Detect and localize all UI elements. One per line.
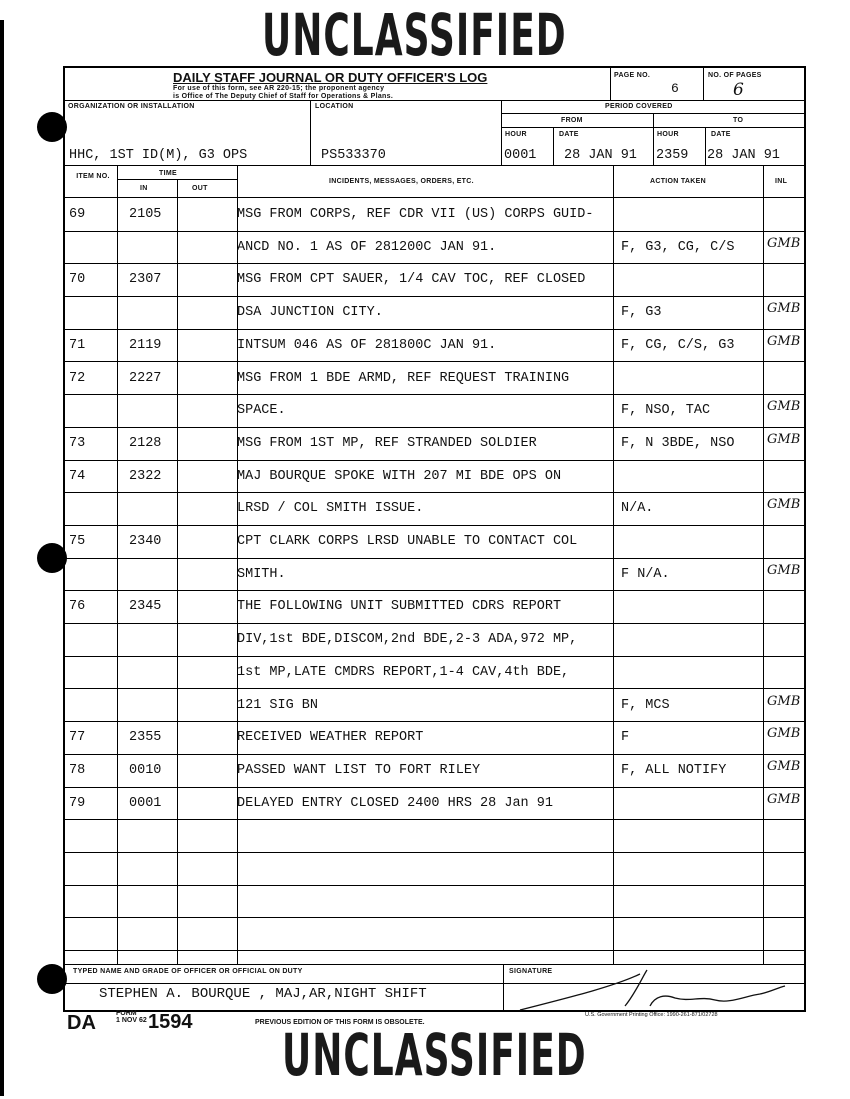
table-row xyxy=(65,199,804,232)
incident-text: MSG FROM CPT SAUER, 1/4 CAV TOC, REF CLOSED xyxy=(237,272,586,288)
table-row xyxy=(65,886,804,919)
col-out: OUT xyxy=(192,185,208,192)
col-action: ACTION TAKEN xyxy=(650,178,706,185)
officer-label: TYPED NAME AND GRADE OF OFFICER OR OFFICIAL ON DUTY xyxy=(73,968,303,975)
form-label-1: FORM xyxy=(116,1010,137,1017)
inl-initial: GMB xyxy=(767,693,801,709)
time-in: 2128 xyxy=(129,435,162,451)
to-date-label: DATE xyxy=(711,131,731,138)
col-incidents: INCIDENTS, MESSAGES, ORDERS, ETC. xyxy=(329,178,474,185)
inl-initial: GMB xyxy=(767,758,801,774)
time-in: 2322 xyxy=(129,468,162,484)
item-no: 74 xyxy=(69,468,86,484)
action-taken: F xyxy=(621,730,630,746)
action-taken: F, MCS xyxy=(621,697,670,713)
action-taken: F N/A. xyxy=(621,566,670,582)
table-row xyxy=(65,363,804,396)
incident-text: CPT CLARK CORPS LRSD UNABLE TO CONTACT COL xyxy=(237,534,578,549)
table-row xyxy=(65,591,804,624)
duty-log-form xyxy=(63,66,806,1012)
incident-text: SPACE. xyxy=(237,403,286,419)
incident-text: DSA JUNCTION CITY. xyxy=(237,305,383,321)
item-no: 76 xyxy=(69,599,86,615)
action-taken: F, ALL NOTIFY xyxy=(621,762,727,778)
table-row xyxy=(65,755,804,788)
table-row xyxy=(65,559,804,592)
classification-stamp-bottom: UNCLASSIFIED xyxy=(282,1024,587,1090)
from-label: FROM xyxy=(561,117,583,124)
time-in: 0001 xyxy=(129,795,162,811)
table-row xyxy=(65,820,804,853)
action-taken: F, NSO, TAC xyxy=(621,403,711,419)
period-label: PERIOD COVERED xyxy=(605,103,673,110)
location-label: LOCATION xyxy=(315,103,354,110)
to-label: TO xyxy=(733,117,744,124)
inl-initial: GMB xyxy=(767,562,801,578)
table-row xyxy=(65,461,804,494)
inl-initial: GMB xyxy=(767,301,801,317)
item-no: 70 xyxy=(69,272,86,288)
gpo-note: U.S. Government Printing Office: 1990-261-871/02728 xyxy=(585,1012,718,1018)
item-no: 77 xyxy=(69,730,86,746)
table-row xyxy=(65,690,804,723)
table-row xyxy=(65,395,804,428)
no-pages-label: NO. OF PAGES xyxy=(708,72,762,79)
inl-initial: GMB xyxy=(767,791,801,807)
form-subtitle-2: is Office of The Deputy Chief of Staff for Operations & Plans. xyxy=(173,93,394,100)
left-edge-bar xyxy=(0,20,4,1096)
incident-text: ANCD NO. 1 AS OF 281200C JAN 91. xyxy=(237,239,497,255)
table-row xyxy=(65,624,804,657)
col-inl: INL xyxy=(775,178,788,185)
table-row xyxy=(65,428,804,461)
incident-text: THE FOLLOWING UNIT SUBMITTED CDRS REPORT xyxy=(237,599,562,615)
classification-stamp-top: UNCLASSIFIED xyxy=(262,4,567,70)
col-in: IN xyxy=(140,185,148,192)
to-hour-value: 2359 xyxy=(656,148,689,163)
time-in: 2307 xyxy=(129,272,162,288)
form-title: DAILY STAFF JOURNAL OR DUTY OFFICER'S LOG xyxy=(173,70,488,85)
form-number: 1594 xyxy=(148,1011,193,1033)
incident-text: DELAYED ENTRY CLOSED 2400 HRS 28 Jan 91 xyxy=(237,795,553,811)
table-row xyxy=(65,526,804,559)
time-in: 2355 xyxy=(129,730,162,746)
table-row xyxy=(65,493,804,526)
signature-label: SIGNATURE xyxy=(509,968,553,975)
previous-edition-note: PREVIOUS EDITION OF THIS FORM IS OBSOLETE. xyxy=(255,1019,425,1026)
inl-initial: GMB xyxy=(767,399,801,415)
inl-initial: GMB xyxy=(767,497,801,513)
table-row xyxy=(65,853,804,886)
incident-text: MSG FROM CORPS, REF CDR VII (US) CORPS GUID- xyxy=(237,207,594,222)
org-value: HHC, 1ST ID(M), G3 OPS xyxy=(69,148,248,163)
action-taken: F, CG, C/S, G3 xyxy=(621,337,735,353)
item-no: 73 xyxy=(69,435,86,451)
table-row xyxy=(65,330,804,363)
time-in: 2345 xyxy=(129,599,162,615)
item-no: 71 xyxy=(69,337,86,353)
table-row xyxy=(65,788,804,821)
signature-scribble xyxy=(515,966,795,1014)
officer-value: STEPHEN A. BOURQUE , MAJ,AR,NIGHT SHIFT xyxy=(99,986,427,1002)
incident-text: LRSD / COL SMITH ISSUE. xyxy=(237,501,424,517)
incident-text: RECEIVED WEATHER REPORT xyxy=(237,730,424,746)
col-time: TIME xyxy=(159,170,177,177)
incident-text: MSG FROM 1ST MP, REF STRANDED SOLDIER xyxy=(237,435,537,451)
from-date-label: DATE xyxy=(559,131,579,138)
table-row xyxy=(65,264,804,297)
action-taken: F, G3 xyxy=(621,305,662,321)
from-hour-value: 0001 xyxy=(504,148,537,163)
location-value: PS533370 xyxy=(321,148,386,163)
time-in: 2340 xyxy=(129,534,162,549)
incident-text: 121 SIG BN xyxy=(237,697,319,713)
incident-text: PASSED WANT LIST TO FORT RILEY xyxy=(237,762,481,778)
no-pages-value: 6 xyxy=(733,80,744,100)
org-label: ORGANIZATION OR INSTALLATION xyxy=(68,103,195,110)
table-row xyxy=(65,722,804,755)
form-label-2: 1 NOV 62 xyxy=(116,1017,147,1025)
incident-text: 1st MP,LATE CMDRS REPORT,1-4 CAV,4th BDE, xyxy=(237,664,570,680)
incident-text: DIV,1st BDE,DISCOM,2nd BDE,2-3 ADA,972 MP, xyxy=(237,632,578,648)
item-no: 79 xyxy=(69,795,86,811)
time-in: 0010 xyxy=(129,762,162,778)
form-subtitle-1: For use of this form, see AR 220-15; the proponent agency xyxy=(173,85,385,92)
table-row xyxy=(65,918,804,951)
page-no-value: 6 xyxy=(671,81,679,96)
action-taken: N/A. xyxy=(621,501,654,517)
action-taken: F, N 3BDE, NSO xyxy=(621,435,735,451)
from-hour-label: HOUR xyxy=(505,131,527,138)
inl-initial: GMB xyxy=(767,431,801,447)
incident-text: INTSUM 046 AS OF 281800C JAN 91. xyxy=(237,337,497,353)
from-date-value: 28 JAN 91 xyxy=(564,148,637,163)
page-no-label: PAGE NO. xyxy=(614,72,651,79)
inl-initial: GMB xyxy=(767,333,801,349)
form-da: DA xyxy=(67,1012,96,1034)
time-in: 2119 xyxy=(129,337,162,353)
item-no: 75 xyxy=(69,534,86,549)
col-item: ITEM NO. xyxy=(76,173,110,180)
inl-initial: GMB xyxy=(767,235,801,251)
table-row xyxy=(65,297,804,330)
to-date-value: 28 JAN 91 xyxy=(707,148,780,163)
item-no: 69 xyxy=(69,207,86,222)
inl-initial: GMB xyxy=(767,726,801,742)
time-in: 2105 xyxy=(129,207,162,222)
table-row xyxy=(65,232,804,265)
incident-text: SMITH. xyxy=(237,566,286,582)
item-no: 78 xyxy=(69,762,86,778)
action-taken: F, G3, CG, C/S xyxy=(621,239,735,255)
time-in: 2227 xyxy=(129,370,162,386)
incident-text: MAJ BOURQUE SPOKE WITH 207 MI BDE OPS ON xyxy=(237,468,562,484)
item-no: 72 xyxy=(69,370,86,386)
table-row xyxy=(65,657,804,690)
to-hour-label: HOUR xyxy=(657,131,679,138)
incident-text: MSG FROM 1 BDE ARMD, REF REQUEST TRAINING xyxy=(237,370,570,386)
form-date xyxy=(116,1010,147,1025)
